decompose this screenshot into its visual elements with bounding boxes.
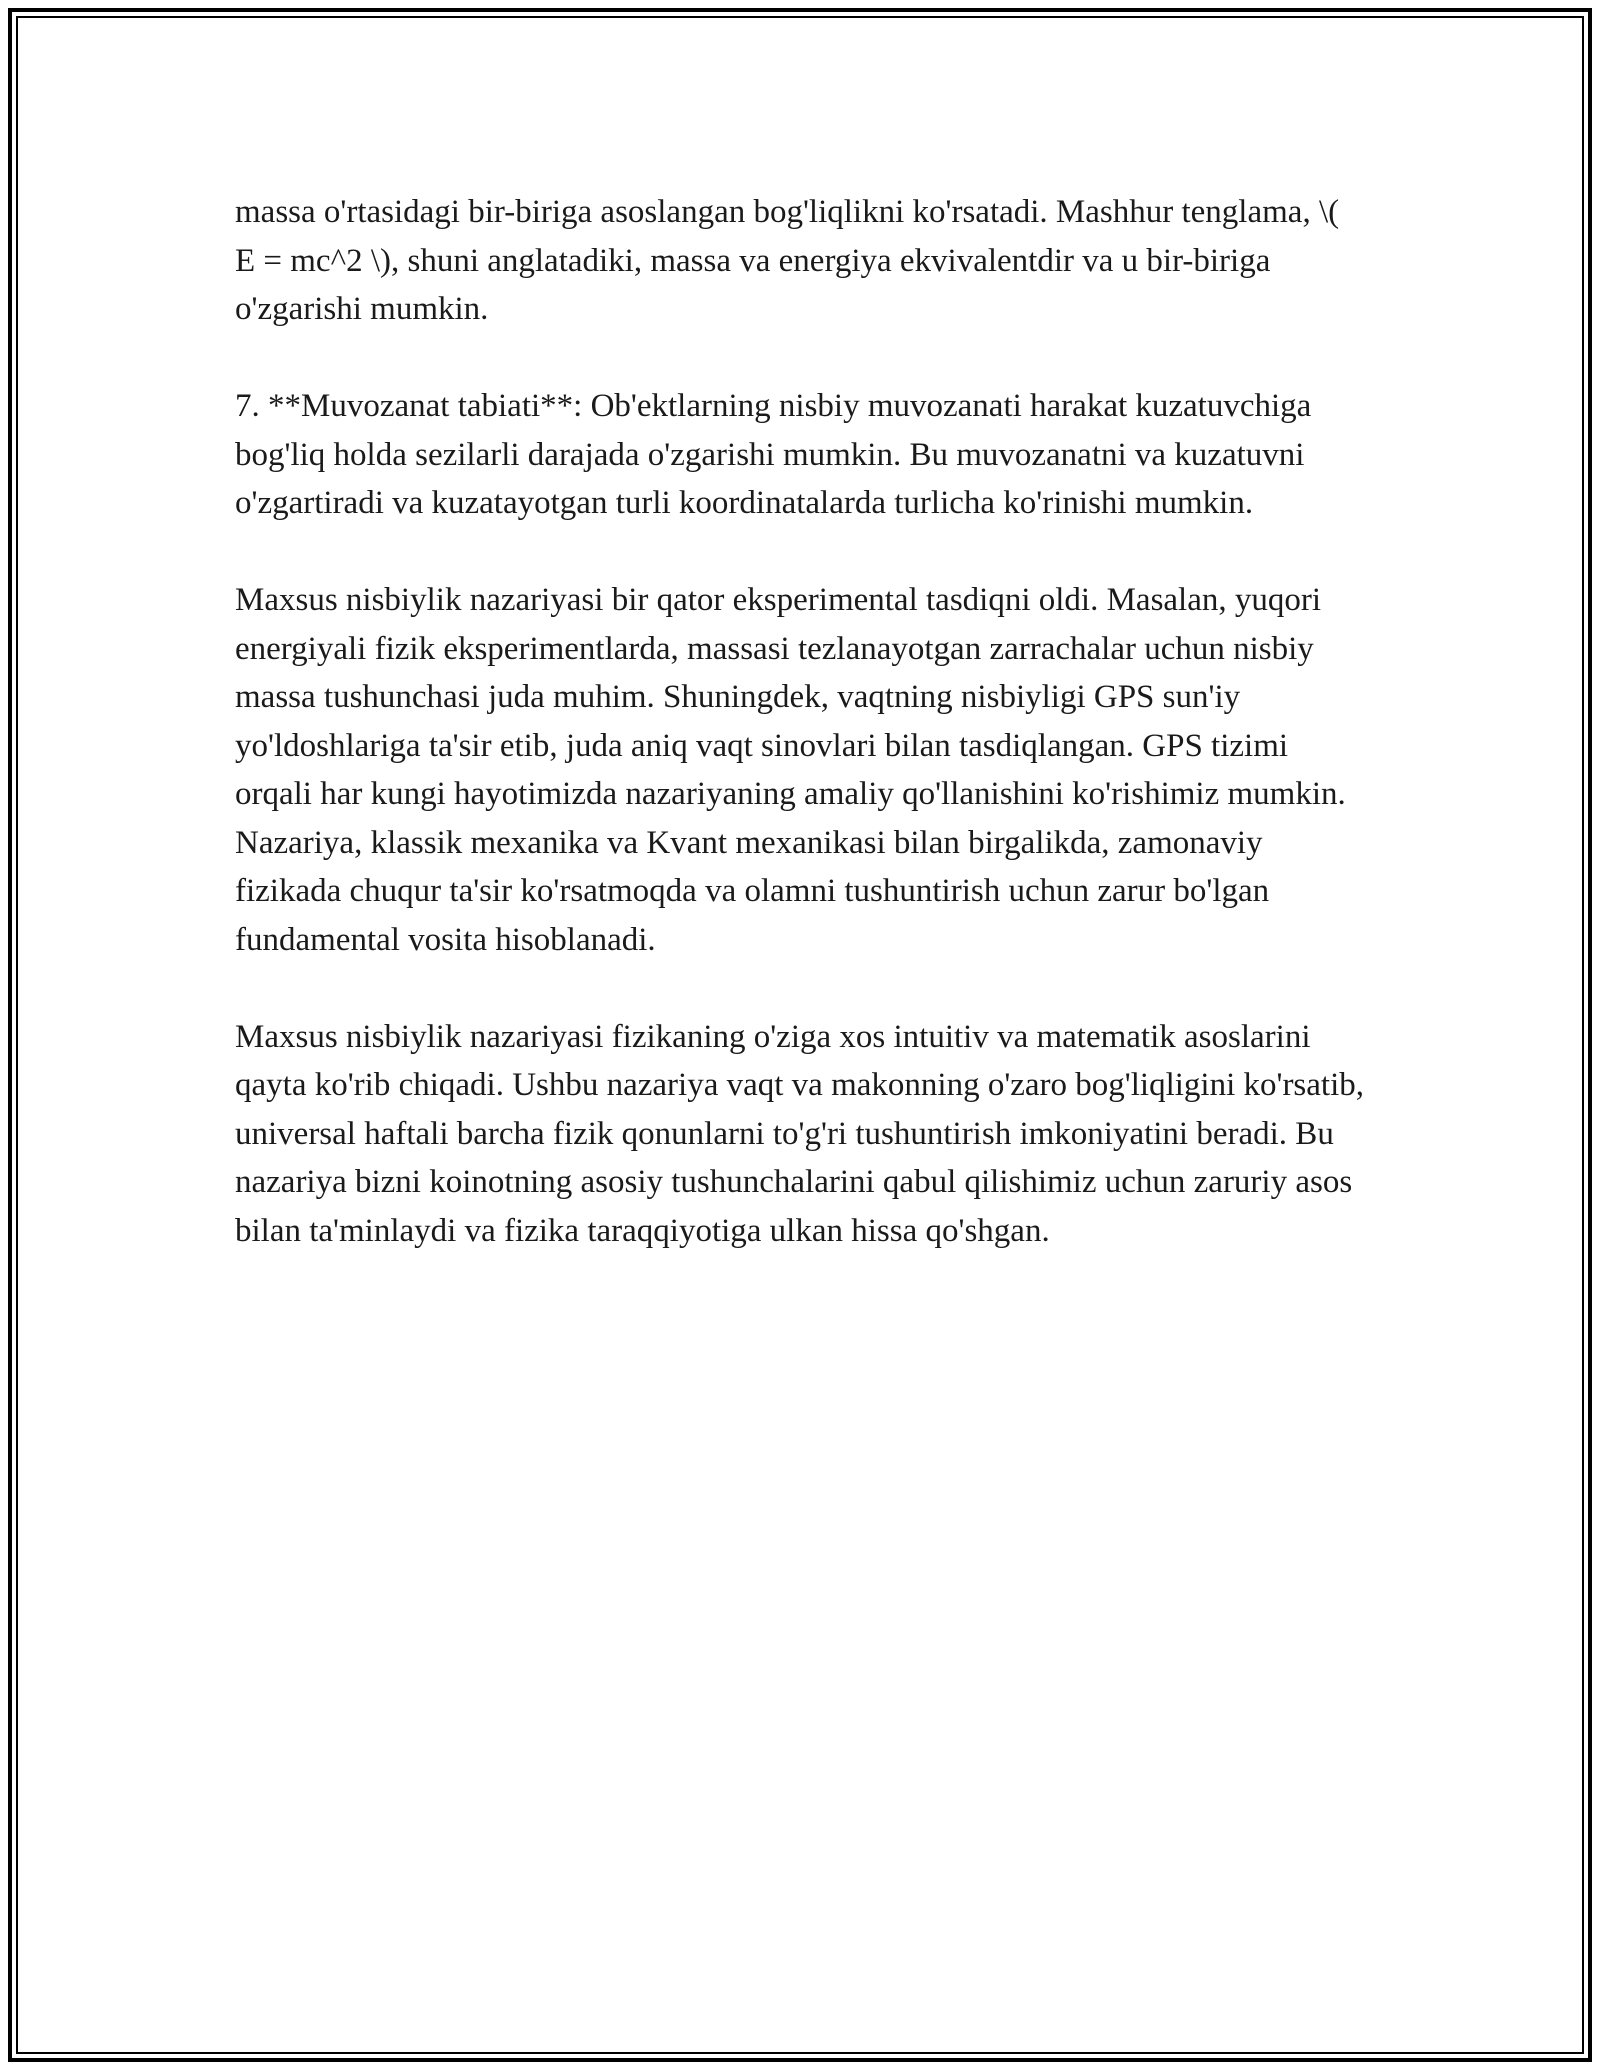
paragraph-equilibrium-nature: 7. **Muvozanat tabiati**: Ob'ektlarning nisbiy muvozanati harakat kuzatuvchiga bog'liq holda sezilarli darajada o'zgarishi mumkin. Bu muvozanatni va kuzatuvni o'zgartiradi va kuzatayotgan turli koordinatalarda turlicha ko'rinishi mumkin. xyxy=(235,388,1312,521)
paragraph-conclusion: Maxsus nisbiylik nazariyasi fizikaning o'ziga xos intuitiv va matematik asoslarini qayta ko'rib chiqadi. Ushbu nazariya vaqt va makonning o'zaro bog'liqligini ko'rsatib, universal haftali barcha fizik qonunlarni to'g'ri tushuntirish imkoniyatini beradi. Bu nazariya bizni koinotning asosiy tushunchalarini qabul qilishimiz uchun zaruriy asos bilan ta'minlaydi va fizika taraqqiyotiga ulkan hissa qo'shgan. xyxy=(235,1018,1365,1249)
paragraph-mass-energy: massa o'rtasidagi bir-biriga asoslangan bog'liqlikni ko'rsatadi. Mashhur tenglama, \( E = mc^2 \), shuni anglatadiki, massa va energiya ekvivalentdir va u bir-biriga o'zgarishi mumkin. xyxy=(235,194,1340,327)
document-body xyxy=(235,188,1365,1304)
paragraph-experimental-confirmation: Maxsus nisbiylik nazariyasi bir qator eksperimental tasdiqni oldi. Masalan, yuqori energiyali fizik eksperimentlarda, massasi tezlanayotgan zarrachalar uchun nisbiy massa tushunchasi juda muhim. Shuningdek, vaqtning nisbiyligi GPS sun'iy yo'ldoshlariga ta'sir etib, juda aniq vaqt sinovlari bilan tasdiqlangan. GPS tizimi orqali har kungi hayotimizda nazariyaning amaliy qo'llanishini ko'rishimiz mumkin. Nazariya, klassik mexanika va Kvant mexanikasi bilan birgalikda, zamonaviy fizikada chuqur ta'sir ko'rsatmoqda va olamni tushuntirish uchun zarur bo'lgan fundamental vosita hisoblanadi. xyxy=(235,582,1346,958)
